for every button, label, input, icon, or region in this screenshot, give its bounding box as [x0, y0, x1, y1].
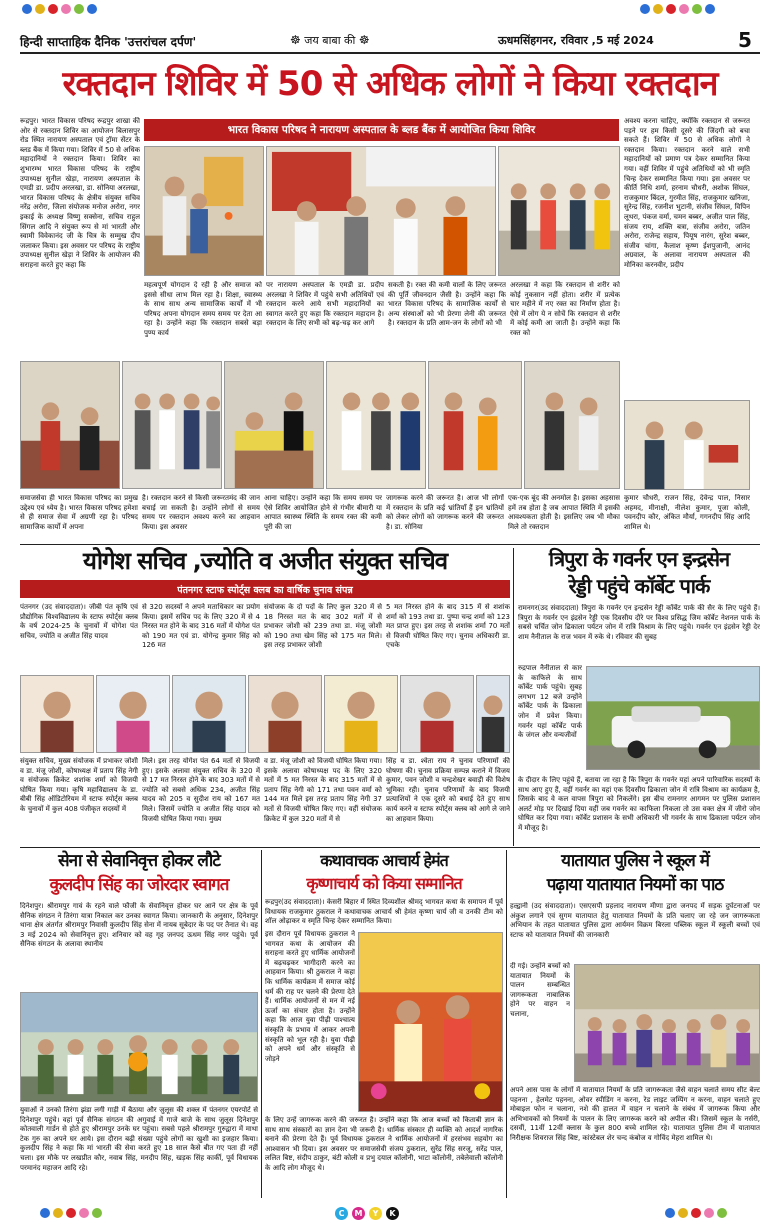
registration-dot — [640, 4, 650, 14]
registration-dot — [40, 1208, 50, 1218]
story1-col-right-top: अवश्य करना चाहिए, क्योंकि रक्तदान से जरूरत पड़ने पर हम किसी दूसरे की जिंदगी को बचा सकते हैं। शिविर में 50 से अधिक लोगों ने रक्तदान किया। रक्तदान करने वाले सभी महादानियों को प्रमाण पत्र देकर सम्मानित किया गया। वहीं शिविर में पहुंचे अतिथियों को भी स्मृति चिन्ह देकर सम्मानित किया गया। इस अवसर पर कीर्ति निधि शर्मा, हरनाम चौधरी, अशोक सिंघल, राजकुमार बिंदल, गुरमीत सिंह, राजकुमार खनिजा, सुरेन्द्र सिंह, रजनीश भुटानी, संजीव सिंघल, विपिन लूथरा, पंकज वर्मा, चमन बब्बर, अजीत पाल सिंह, संजय राय, शक्ति बत्रा, संजीव अरोरा, जतिन अरोरा, राजेन्द्र सहाय, पियूष नारंग, सुरेश बब्बर, संजीव चांगा, कैलाश कृष्ण ईशपुजानी, आनंद अग्रवाल, के अलावा नारायण अस्पताल की मोनिका करनवीर, प्रदीप — [624, 117, 750, 269]
registration-dot — [79, 1208, 89, 1218]
masthead-date: ऊधमसिंहगनर, रविवार ,5 मई 2024 — [498, 34, 654, 47]
registration-dot — [691, 1208, 701, 1218]
story2-col-2: से 320 सदस्यों ने अपने मताधिकार का प्रयोग किया। इसमें सचिव पद के लिए 320 में से 4 निरस्त मत होने के बाद 316 मतों में योगेश पंत को 190 मत एवं डा. योगेन्द्र कुमार सिंह को 126 मत — [142, 603, 260, 650]
section-divider — [20, 847, 760, 848]
story3-col-bottom: के दीदार के लिए पहुंचे हैं, बताया जा रहा है कि त्रिपुरा के गवर्नर यहां अपने पारिवारिक सदस्यों के साथ आए हुए हैं, वहीं गवर्नर का यहां एक दिवसीय ढिकाला जोन में रात्रि विश्राम का कार्यक्रम है, जिसके बाद वे कल वापस त्रिपुरा को निकलेंगे। इस बीच रामनगर आगमन पर पुलिस प्रशासन अलर्ट मोड़ पर दिखाई दिया वहीं जब गवर्नर का काफिला निकला तो उस वक्त क्षेत्र में जीरो जोन घोषित कर दिया गया। कॉर्बेट प्रशासन के सभी अधिकारी भी गवर्नर के साथ ढिकाला पर्यटन जोन में मौजूद है। — [518, 776, 760, 832]
story1-banner: भारत विकास परिषद ने नारायण अस्पताल के ब्लड बैंक में आयोजित किया शिविर — [144, 119, 619, 141]
registration-dot — [92, 1208, 102, 1218]
registration-dot — [665, 1208, 675, 1218]
story1-col-mid-3: सकती है। रक्त की कमी वालों के लिए जरूरत की पूर्ति जीवनदान जैसी है। उन्होंने कहा कि भारत विकास परिषद के सामाजिक कार्यों से अन्य संस्थाओं को भी प्रेरणा लेनी की जरूरत है। रक्तदान के प्रति आम-जन के लोगों को भी — [388, 281, 506, 328]
story3-photo-car — [586, 666, 760, 770]
story1-col-mid-4: अरलखा ने कहा कि रक्तदान से शरीर को कोई नुकसान नहीं होता। शरीर में प्रत्येक चार महीने में नए रक्त का निर्माण होता है। ऐसे में लोग ये न सोचें कि रक्तदान से शरीर में कोई कमी आ जाती है। उन्होंने कहा कि रक्त को — [510, 281, 620, 337]
story4-col-top: दिनेशपुर। श्रीरामपुर गावं के रहने वाले फौजी के सेवानिवृत्त होकर घर आने पर क्षेत्र के पूर्व सैनिक संगठन ने तिरंगा यात्रा निकाल कर उनका स्वागत किया। जानकारी के अनुसार, दिनेशपुर थाना क्षेत्र अंतर्गत श्रीरामपुर निवासी कुलदीप सिंह सेना में नायब सूबेदार के पद पर तैनात थे। वह 3 मई 2024 को सेवानिवृत्त हुए। शनिवार को वह गृह जनपद ऊधम सिंह नगर पहुंचे। पूर्व सैनिक संगठन के अलावा स्थानीय — [20, 902, 258, 949]
story2-col-5: संयुक्त सचिव, मुख्य संयोजक में प्रभाकर जोशी व डा. मंजू जोशी, कोषाध्यक्ष में प्रताप सिंह नेगी व संयोजक क्रिकेट शशांक शर्मा को विजयी घोषित किया गया। कृषि महाविद्यालय के डा. बीबी सिंह ऑडिटोरियम में स्टाफ स्पोर्ट्स क्लब के चुनावों में कुल 408 पंजीकृत सदस्यों में — [20, 757, 138, 813]
top-registration-dots-right — [640, 4, 715, 14]
masthead — [20, 30, 760, 54]
story2-portrait-3 — [172, 675, 246, 753]
story1-col-bottom-6: कुमार चौधरी, राजन सिंह, देवेन्द्र पाल, निसार अहमद, मीनाक्षी, नीलेश कुमार, पूजा कोली, पवनदीप कौर, अंकित मौर्या, गगनदीप सिंह आदि शामिल थे। — [624, 494, 750, 531]
section-divider — [20, 544, 760, 545]
story1-col-bottom-2: है। रक्तदान करने से किसी जरूरतमंद की जान बचाई जा सकती है। उन्होंने लोगों से समय समय पर रक्तदान अवश्य करने का आहवान किया। इस अवसर — [142, 494, 260, 531]
story1-col-bottom-1: समाजसेवा ही भारत विकास परिषद का प्रमुख उद्देश्य एवं ध्येय है। भारत विकास परिषद हमेशा से ही समाज सेवा में अग्रणी रहा है। परिषद सामाजिक कार्यों में अपना — [20, 494, 138, 531]
story6-headline-line1: यातायात पुलिस ने स्कूल में — [561, 851, 709, 871]
footer-dots-left — [40, 1208, 102, 1218]
masthead-slogan — [290, 33, 370, 48]
story2-col-7: व डा. मंजू जोशी को विजयी घोषित किया गया। इसके अलावा कोषाध्यक्ष पद के लिए 320 मतों में 5 मत निरस्त के बाद 315 मतों में से प्रताप सिंह नेगी को 171 तथा पवन वर्मा को 144 मत मिले इस तरह प्रताप सिंह नेगी 37 मतों से विजयी घोषित किए गए। वहीं संयोजक क्रिकेट में कुल 320 मतों में से — [264, 757, 382, 823]
story1-photo-donor-1 — [20, 361, 120, 489]
story1-col-mid-1: महत्वपूर्ण योगदान दे रही है और समाज को इससे सीधा लाभ मिल रहा है। शिक्षा, स्वास्थ्य के साथ साथ अन्य सामाजिक कार्यों में भी परिषद अपना योगदान समय समय पर देता आ रहा है। उन्होंने कहा कि रक्तदान सबसे बड़ा पुण्य कार्य — [144, 281, 262, 337]
story6-photo-students — [574, 964, 760, 1082]
cmyk-mark: M — [352, 1207, 365, 1220]
column-divider — [506, 850, 507, 1198]
om-icon: ☸ — [290, 33, 301, 47]
registration-dot — [717, 1208, 727, 1218]
story1-col-mid-2: पर नारायण अस्पताल के एमडी डा. प्रदीप अरलखा ने शिविर में पहुंचे सभी अतिथियों एवं रक्तदान करने आये सभी महादानियों का स्वागत करते हुए कहा कि रक्तदान महादान है। रक्तदान के लिए सभी को बढ़-चढ़ कर आगे — [266, 281, 384, 328]
story1-photo-donor-6 — [524, 361, 620, 489]
story2-portrait-2 — [96, 675, 170, 753]
story1-photo-lighting-lamp — [144, 146, 264, 276]
story2-portrait-7 — [476, 675, 510, 753]
story6-col-bottom: अपने आस पास के लोगों में यातायात नियमों के प्रति जागरूकता जैसे वाहन चलाते समय सीट बेल्ट पहनना , हेलमेट पहनना, ओवर स्पीडिंग न करना, रेड लाइट जम्पिंग न करना, वाहन चलाते हुए मोबाइल फोन न चलाना, नशे की हालत में वाहन न चलाने के संबंध में जागरूक किया और अभिभावकों को नियमों के पालन के लिए जागरूक करने को अपील की। जिसमें स्कूल के नर्सरी, दसवीं, 11वीं 12वीं क्लास के कुल 800 बच्चे शामिल रहे। यातायात पुलिस टीम में यातायात निरीक्षक शिवराज सिंह बिष्ट, कांस्टेबल शेर चन्द कंबोज व गोविंद मेहरा शामिल थे। — [510, 1086, 760, 1142]
registration-dot — [666, 4, 676, 14]
story1-col-bottom-4: जागरूक करने की जरूरत है। आज भी लोगों में रक्तदान के प्रति कई भ्रांतियाँ हैं इन भ्रांतियों को लेकर लोगों को जागरूक करने की जरूरत है। डा. सोनिया — [386, 494, 504, 531]
top-registration-dots-left — [22, 4, 97, 14]
footer-registration — [0, 1206, 770, 1222]
story2-portrait-4 — [248, 675, 322, 753]
story3-col-top: रामनगर(उद संवाददाता) त्रिपुरा के गवर्नर एन इन्द्रसेन रेड्डी कॉर्बेट पार्क की सैर के लिए पहुंचे हैं। त्रिपुरा के गवर्नर एन इंद्रसेन रेड्डी एक दिवसीय दौरे पर विश्व प्रसिद्ध जिम कॉर्बेट नेशनल पार्क के सबसे चर्चित जोन ढिकाला पर्यटन जोन में रात्रि विश्राम के लिए पहुंचे। गवर्नर एन इंद्रसेन रेड्डी देर शाम नैनीताल के राज भवन में रुके थे। रविवार की सुबह — [518, 604, 760, 641]
registration-dot — [35, 4, 45, 14]
registration-dot — [704, 1208, 714, 1218]
story1-photo-donor-3 — [224, 361, 324, 489]
story5-photo-honour — [358, 932, 503, 1112]
footer-cmyk-marks — [335, 1207, 399, 1220]
registration-dot — [87, 4, 97, 14]
story4-photo-welcome — [20, 992, 258, 1102]
registration-dot — [66, 1208, 76, 1218]
cmyk-mark: C — [335, 1207, 348, 1220]
registration-dot — [679, 4, 689, 14]
story2-portrait-5 — [324, 675, 398, 753]
story1-col-bottom-3: आना चाहिए। उन्होंने कहा कि समय समय पर ऐसे शिविर आयोजित होने से गंभीर बीमारी या आपात स्वास्थ्य स्थिति के समय रक्त की कमी पूरी की जा — [264, 494, 382, 531]
registration-dot — [48, 4, 58, 14]
registration-dot — [678, 1208, 688, 1218]
column-divider — [261, 850, 262, 1198]
story2-col-8: सिंह व डा. श्वेता राय ने चुनाव परिणामों की घोषणा की। चुनाव प्रक्रिया सम्पन्न कराने में विजय कुमार, पवन जोशी व चन्द्रशेखर बवाड़ी की विशेष भूमिका रही। चुनाव परिणामों के बाद विजयी प्रत्याशियों ने एक दूसरे को बधाई देते हुए साथ कार्य करने व स्टाफ स्पोर्ट्स क्लब को आगे ले जाने का आहवान किया। — [386, 757, 510, 823]
story1-headline: रक्तदान शिविर में 50 से अधिक लोगों ने किया रक्तदान — [62, 64, 718, 104]
registration-dot — [53, 1208, 63, 1218]
story6-headline-line2: पढ़ाया यातायात नियमों का पाठ — [546, 875, 724, 895]
story2-banner: पंतनगर स्टाफ स्पोर्ट्स क्लब का वार्षिक चुनाव संपन्न — [20, 580, 510, 598]
masthead-slogan-text: जय बाबा की — [304, 34, 356, 47]
story1-photo-donation-hall — [498, 146, 620, 276]
registration-dot — [74, 4, 84, 14]
story6-col-side: दी गई। उन्होंने बच्चों को यातायात नियमों के पालन सम्बन्धित जागरूकता नाबालिक होने पर वाहन न चलाना, — [510, 962, 570, 1018]
story5-headline-line1: कथावाचक आचार्य हेमंत — [320, 851, 448, 870]
story1-photo-banner-group — [266, 146, 496, 276]
story1-photo-donor-4 — [326, 361, 426, 489]
story3-headline-line1: त्रिपुरा के गवर्नर एन इन्द्रसेन — [548, 547, 730, 571]
registration-dot — [22, 4, 32, 14]
story2-portrait-1 — [20, 675, 94, 753]
story5-headline-line2: कृष्णाचार्य को किया सम्मानित — [306, 874, 462, 893]
story2-headline: योगेश सचिव ,ज्योति व अजीत संयुक्त सचिव — [82, 547, 448, 575]
om-icon: ☸ — [358, 33, 370, 47]
cmyk-mark: K — [386, 1207, 399, 1220]
story3-col-side: रुद्रपाल नैनीताल से कार के काफिले के साथ कॉर्बेट पार्क पहुंचे। सुबह लगभग 12 बजे उन्होंने कॉर्बेट पार्क के ढिकाला जोन में प्रवेश किया। गवर्नर यहां कॉर्बेट पार्क के जंगल और वन्यजीवों — [518, 664, 582, 740]
story5-col-top: रूद्रपुर(उद संवाददाता)। केसरी बिहार में स्थित दिव्यशील श्रीमद् भागवत कथा के समापन में पूर्व विधायक राजकुमार ठुकराल ने कथावाचक आचार्य श्री हेमंत कृष्णा चार्य जी व उनकी टीम को शॉल ओढ़ाकर व स्मृति चिन्ह देकर सम्मानित किया। — [265, 898, 503, 926]
story1-photo-certificate — [624, 400, 750, 490]
page-number: 5 — [738, 28, 752, 52]
column-divider — [513, 548, 514, 846]
story1-photo-donor-5 — [428, 361, 522, 489]
story2-col-4: 5 मत निरस्त होने के बाद 315 में से शशांक शर्मा को 193 तथा डा. पुष्पा चन्द्र शर्मा को 123 मत प्राप्त हुए। इस तरह से शशांक शर्मा 70 मतों से विजयी घोषित किए गए। चुनाव अधिकारी डा. एचके — [386, 603, 510, 650]
story1-col-bottom-5: एक-एक बूंद की अनमोल है। इसका अहसास हमें तब होता है जब आपात स्थिति में इसकी आवश्यकता होती है। इसलिए जब भी मौका मिले तो रक्तदान — [508, 494, 620, 531]
story2-col-6: मिले। इस तरह योगेश पंत 64 मतों से विजयी हुए। इसके अलावा संयुक्त सचिव के 320 में से 17 मत निरस्त होने के बाद 303 मतों में से ज्योति को सबसे अधिक 234, अजीत सिंह यादव को 205 व सुदीश राय को 167 मत मिले। जिसमें ज्योति व अजीत सिंह यादव को विजयी घोषित किया गया। मुख्य — [142, 757, 260, 823]
story6-col-top: हल्द्वानी (उद संवाददाता)। एसएसपी प्रहलाद नारायण मीणा द्वारा जनपद में सड़क दुर्घटनाओं पर अंकुश लगाने एवं सुगम यातायात हेतु यातायात नियमों के प्रति चलाए जा रहे जन जागरूकता अभियान के तहत यातायात पुलिस द्वारा आर्यमन विक्रम बिरला पब्लिक स्कूल में स्कूली बच्चों एवं स्टाफ को यातायात नियमों की जानकारी — [510, 902, 760, 939]
story5-col-side: इस दौरान पूर्व विधायक ठुकराल ने भागवत कथा के आयोजन की सराहना करते हुए धार्मिक आयोजनों में बढ़चढ़कर भागीदारी करने का आहवान किया। श्री ठुकराल ने कहा कि धार्मिक कार्यक्रम में समाज कोई धर्म की राह पर चलने की प्रेरणा देते हैं। धार्मिक आयोजनों से मन में नई ऊर्जा का संचार होता है। उन्होंने कहा कि आज युवा पीढ़ी पाश्चात्य संस्कृति के प्रभाव में आकर अपनी संस्कृति को भूल रही है। युवा पीढ़ी को अपने धर्म और संस्कृति से जोड़ने — [265, 930, 355, 1063]
masthead-paper-name: हिन्दी साप्ताहिक दैनिक 'उत्तरांचल दर्पण' — [20, 35, 197, 49]
story1-photo-donor-2 — [122, 361, 222, 489]
story4-headline-line1: सेना से सेवानिवृत्त होकर लौटे — [58, 851, 220, 871]
story3-headline-line2: रेड्डी पहुंचे कॉर्बेट पार्क — [568, 574, 710, 598]
registration-dot — [705, 4, 715, 14]
footer-dots-right — [665, 1208, 727, 1218]
story2-col-1: पंतनगर (उद संवाददाता)। जीबी पंत कृषि एवं प्रौद्योगिक विश्वविद्यालय के स्टाफ स्पोर्ट्स क्लब के वर्ष 2024-25 के चुनावों में योगेश पंत सचिव, ज्योति व अजीत सिंह यादव — [20, 603, 138, 640]
story1-col-left-top: रूद्रपुर। भारत विकास परिषद रूद्रपुर शाखा की ओर से रक्तदान शिविर का आयोजन बिलासपुर रोड स्थित नारायण अस्पताल एवं ट्रॉमा सेंटर के ब्लड बैंक में किया गया। शिविर में 50 से अधिक महादानियों ने रक्तदान किया। शिविर का शुभारम्भ भारत विकास परिषद के राष्ट्रीय उपाध्यक्ष सुनील खेड़ा, नारायण अस्पताल के एमडी डा. प्रदीप अरलखा, डा. सोनिया अरलखा, भारत विकास परिषद के क्षेत्रीय संयुक्त सचिव नरेंद्र अरोरा, जिला संयोजक मनोज अरोरा, नगर इकाई के अध्यक्ष विष्णु सक्सेना, सचिव राहुल सिंगल आदि ने संयुक्त रूप से मां भारती और स्वामी विवेकानंद जी के चित्र के सम्मुख दीप जलाकर किया। इस अवसर पर परिषद के राष्ट्रीय उपाध्यक्ष सुनील खेड़ा ने शिविर के आयोजन की सराहना करते हुए कहा कि — [20, 117, 140, 269]
registration-dot — [653, 4, 663, 14]
registration-dot — [61, 4, 71, 14]
story2-col-3: संयोजक के दो पदों के लिए कुल 320 में से 18 निरस्त मत के बाद 302 मतों में से प्रभाकर जोशी को 239 तथा डा. मंजू जोशी को 190 तथा खेम सिंह को 175 मत मिले। इस तरह प्रभाकर जोशी — [264, 603, 382, 650]
registration-dot — [692, 4, 702, 14]
story4-col-bottom: युवाओं ने उनको तिरंगा झंडा लगी गाड़ी में बैठाया और जुलूस की शक्ल में पंतनगर एयरपोर्ट से दिनेशपुर पहुंचे। वहां पूर्व सैनिक संगठन की अगुवाई में गाजे बाजे के साथ जुलूस दिनेशपुर कोतवाली गार्डन से होते हुए श्रीरामपुर उनके घर पहुंचा। सबसे पहले श्रीरामपुर गुरुद्वारा में माथा टेक गुरु का अपने घर आये। इस दौरान बढ़ी संख्या पहुंचे लोगों का खुशी का इजहार किया। कुलदीप सिंह ने कहा कि मां भारती की सेवा करते हुए 18 साल कैसे बीत गए पता ही नहीं चला। इस मौके पर लखप्रीत कौर, नवाब सिंह, मनदीप सिंह, खड़क सिंह कार्की, पूर्व विधायक परमानंद महाजन आदि रहे। — [20, 1106, 258, 1172]
story4-headline-line2: कुलदीप सिंह का जोरदार स्वागत — [49, 875, 229, 895]
story2-portrait-6 — [400, 675, 474, 753]
cmyk-mark: Y — [369, 1207, 382, 1220]
story5-col-bottom: के लिए उन्हें जागरूक करने की जरूरत है। उन्होंने कहा कि आज बच्चों को किताबी ज्ञान के साथ साथ संस्कारों का ज्ञान देना भी जरूरी है। धार्मिक संस्कार ही व्यक्ति को आदर्श नागरिक बनाने की प्रेरणा देते हैं। पूर्व विधायक ठुकराल ने धार्मिक आयोजनों में हरसंभव सहयोग का आश्वासन भी दिया। इस अवसर पर समाजसेवी संजय ठुकराल, सुरेंद्र सिंह सरजू, सरेंद्र पाल, ललित बिष्ट, संदीप ठाकुर, बंटी कोली व प्रभु दयाल कॉलोनी, भाटा कॉलोनी, तबेलेवाली कॉलोनी के आदि लोग मौजूद थे। — [265, 1116, 503, 1172]
